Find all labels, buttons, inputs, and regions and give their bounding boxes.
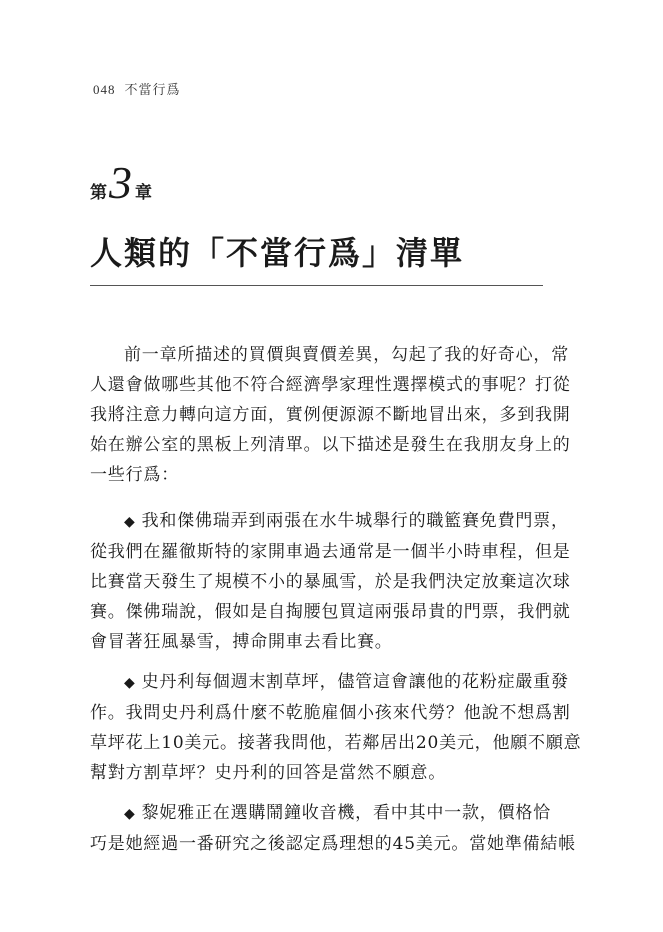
paragraph-line: 一些行爲： bbox=[90, 465, 179, 485]
paragraph-line: 會冒著狂風暴雪，搏命開車去看比賽。 bbox=[90, 632, 393, 652]
paragraph-line: 草坪花上10美元。接著我問他，若鄰居出20美元，他願不願意 bbox=[90, 733, 582, 753]
diamond-bullet-icon: ◆ bbox=[124, 514, 136, 530]
paragraph-line: 人還會做哪些其他不符合經濟學家理性選擇模式的事呢？打從 bbox=[90, 375, 571, 395]
paragraph-line: 始在辦公室的黑板上列清單。以下描述是發生在我朋友身上的 bbox=[90, 435, 571, 455]
paragraph-line: 作。我問史丹利爲什麼不乾脆雇個小孩來代勞？他說不想爲割 bbox=[90, 703, 571, 723]
paragraph-line: 從我們在羅徹斯特的家開車過去通常是一個半小時車程，但是 bbox=[90, 542, 571, 562]
paragraph-line: 幫對方割草坪？史丹利的回答是當然不願意。 bbox=[90, 763, 446, 783]
running-head bbox=[93, 79, 181, 98]
chapter-number: 3 bbox=[109, 157, 132, 208]
body-text bbox=[90, 340, 582, 869]
paragraph-line: 巧是她經過一番研究之後認定爲理想的45美元。當她準備結帳 bbox=[90, 834, 577, 854]
bullet-item-tickets bbox=[90, 506, 571, 657]
intro-paragraph bbox=[90, 340, 571, 490]
paragraph-line: 比賽當天發生了規模不小的暴風雪，於是我們決定放棄這次球 bbox=[90, 572, 571, 592]
bullet-item-lawn bbox=[90, 667, 582, 788]
paragraph-line: 賽。傑佛瑞說，假如是自掏腰包買這兩張昂貴的門票，我們就 bbox=[90, 602, 571, 622]
chapter-title: 人類的「不當行爲」清單 bbox=[90, 234, 465, 272]
chapter-prefix: 第 bbox=[90, 183, 107, 203]
paragraph-line: 我和傑佛瑞弄到兩張在水牛城舉行的職籃賽免費門票， bbox=[141, 511, 569, 531]
page-number: 048 bbox=[93, 82, 116, 97]
running-head-title: 不當行爲 bbox=[124, 83, 181, 98]
chapter-label bbox=[90, 157, 152, 210]
chapter-suffix: 章 bbox=[135, 183, 152, 203]
paragraph-line: 黎妮雅正在選購鬧鐘收音機，看中其中一款，價格恰 bbox=[141, 803, 551, 823]
diamond-bullet-icon: ◆ bbox=[124, 675, 136, 691]
bullet-item-clock-radio bbox=[90, 798, 577, 859]
paragraph-line: 我將注意力轉向這方面，實例便源源不斷地冒出來，多到我開 bbox=[90, 405, 571, 425]
diamond-bullet-icon: ◆ bbox=[124, 806, 136, 822]
title-divider bbox=[90, 285, 543, 286]
paragraph-line: 史丹利每個週末割草坪，儘管這會讓他的花粉症嚴重發 bbox=[141, 672, 569, 692]
paragraph-line: 前一章所描述的買價與賣價差異，勾起了我的好奇心，常 bbox=[124, 345, 569, 365]
